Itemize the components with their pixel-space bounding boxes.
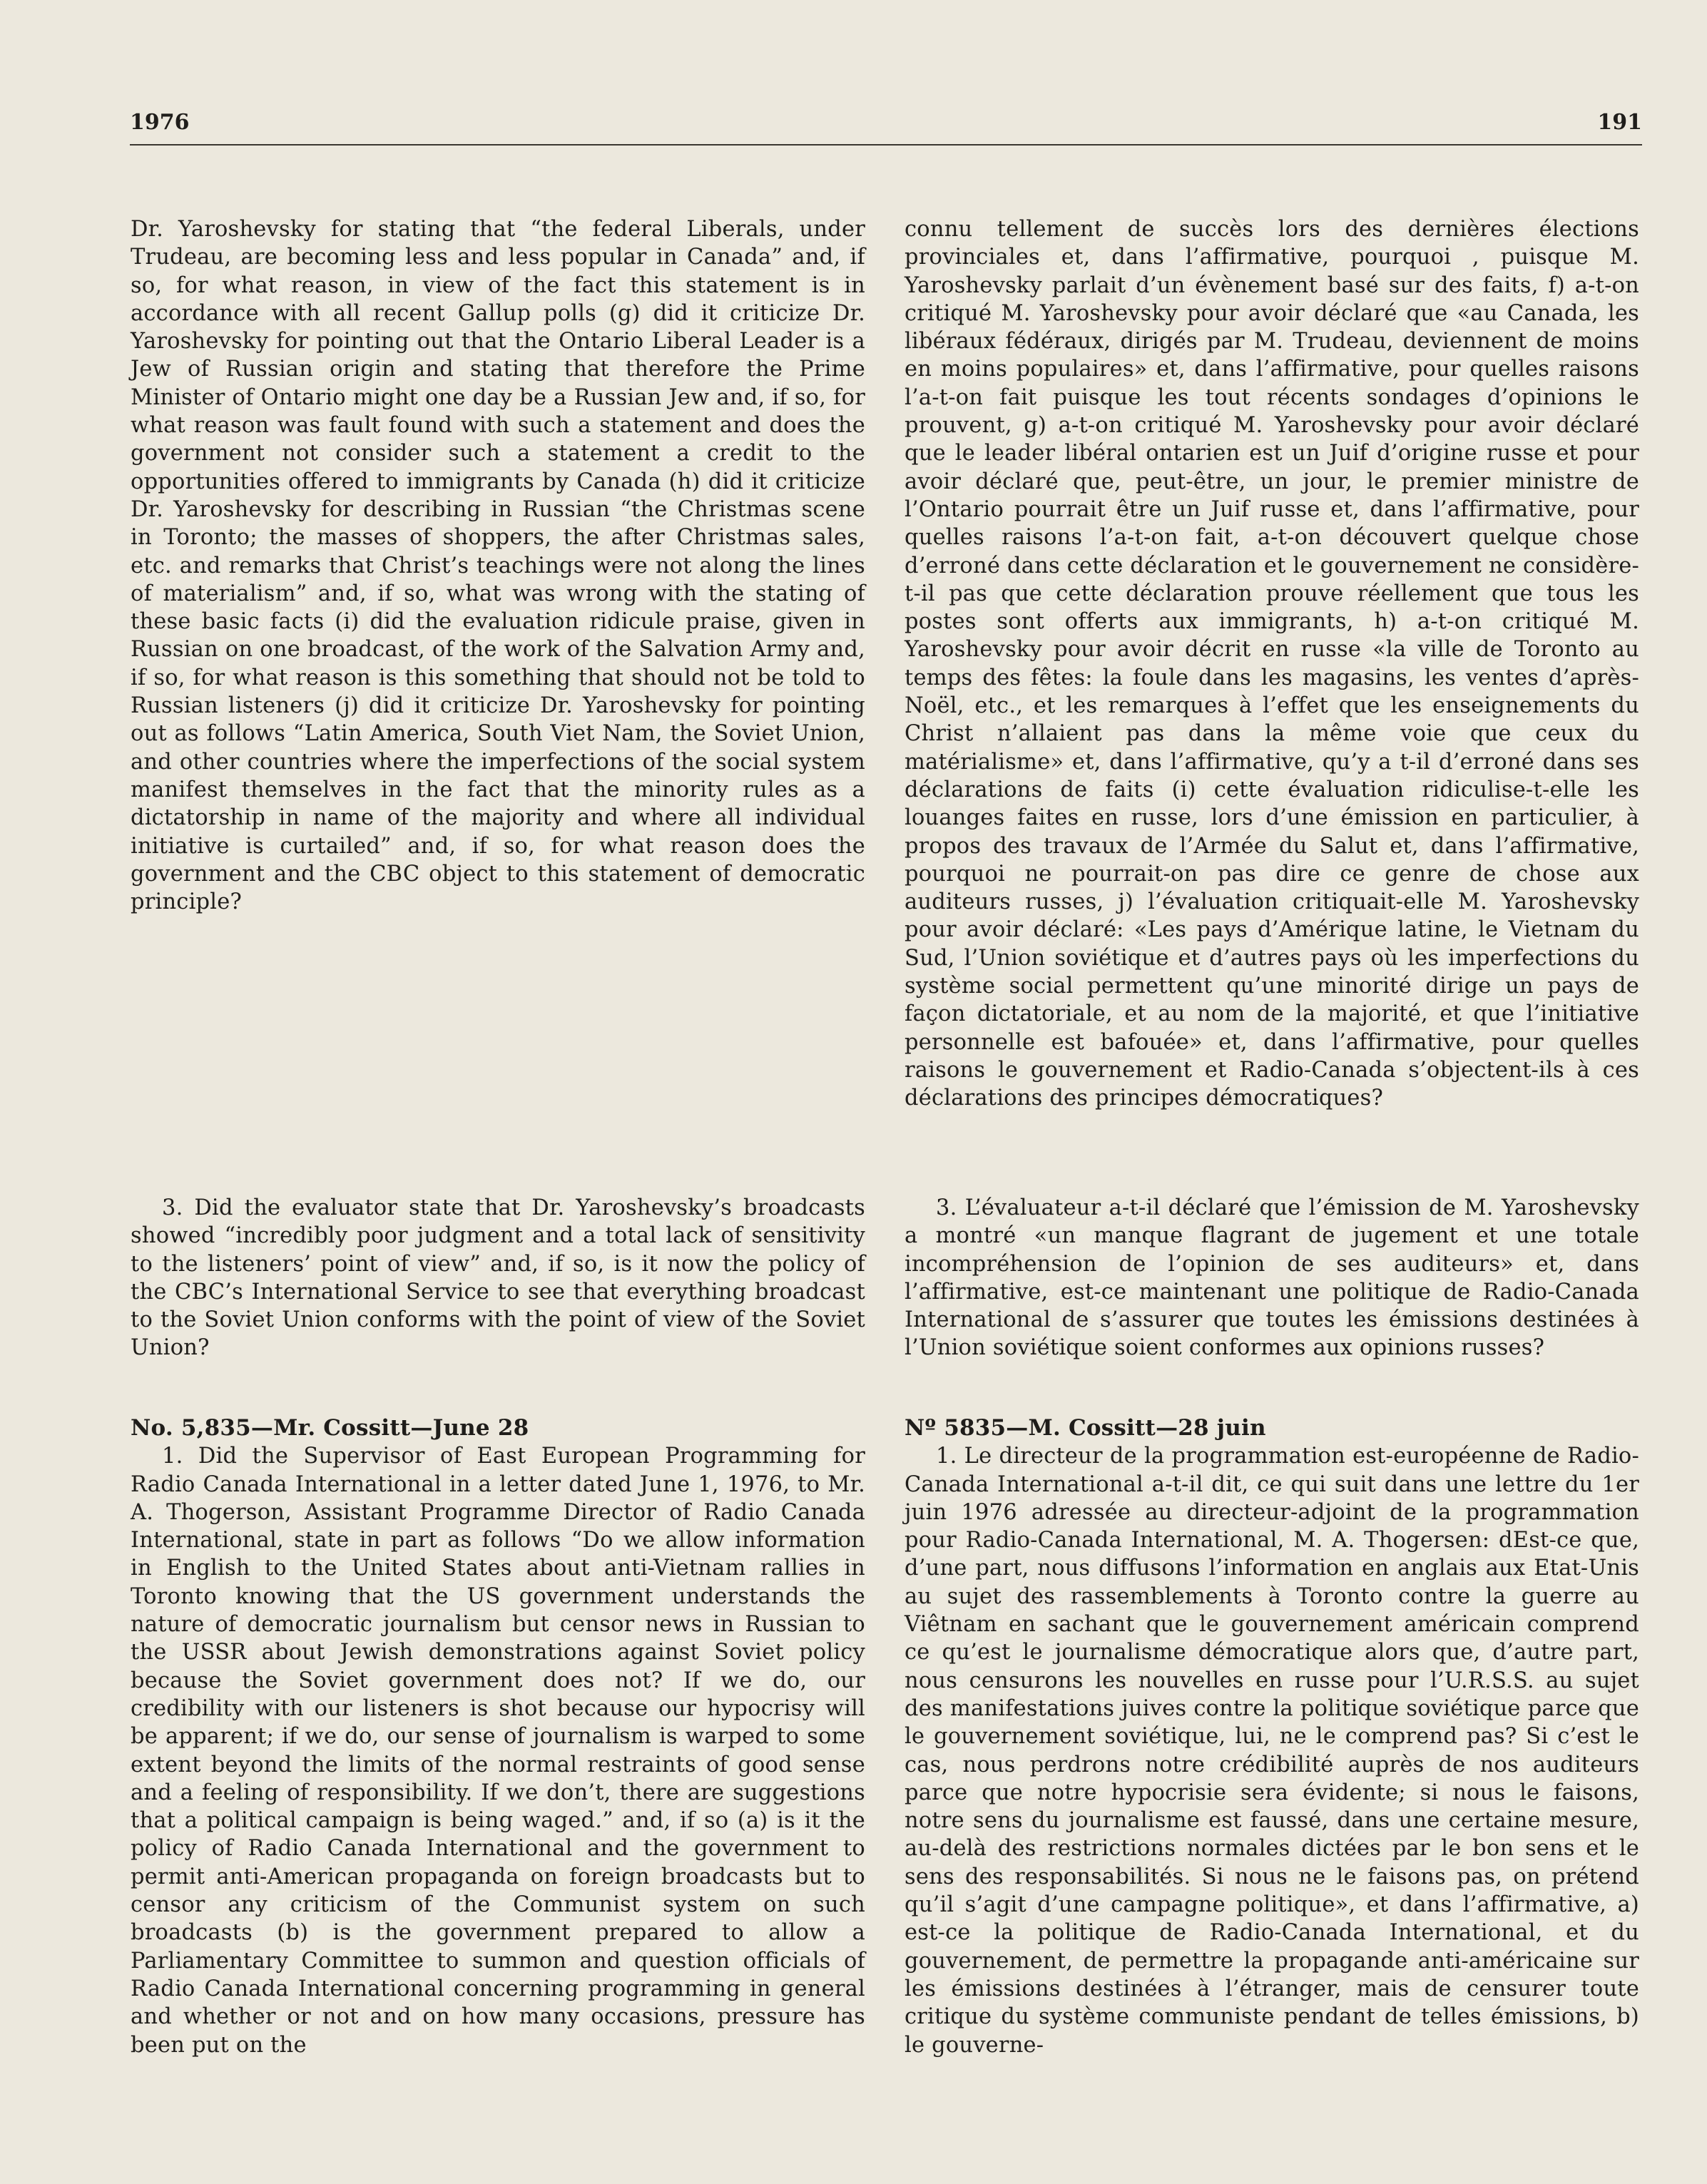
french-question-3-block <box>905 1194 1639 1362</box>
english-column <box>131 215 865 916</box>
french-question-5835-block <box>905 1414 1639 2059</box>
english-question-3-block <box>131 1194 865 1362</box>
french-column <box>905 215 1639 1113</box>
english-question-3: 3. Did the evaluator state that Dr. Yaroshevsky’s broadcasts showed “incredibly poor judgment and a total lack of sensitivity to the listeners’ point of view” and, if so, is it now the policy of the CBC’s International Service to see that everything broadcast to the Soviet Union conforms with the point of view of the Soviet Union? <box>131 1195 865 1361</box>
english-question-1: 1. Did the Supervisor of East European Programming for Radio Canada International in a letter dated June 1, 1976, to Mr. A. Thogerson, Assistant Programme Director of Radio Canada International, state in part as follows “Do we allow information in English to the United States about anti-Vietnam rallies in Toronto knowing that the US government understands the nature of democratic journalism but censor news in Russian to the USSR about Jewish demonstrations against Soviet policy because the Soviet government does not? If we do, our credibility with our listeners is shot because our hypocrisy will be apparent; if we do, our sense of journalism is warped to some extent beyond the limits of the normal restraints of good sense and a feeling of responsibility. If we don’t, there are suggestions that a political campaign is being waged.” and, if so (a) is it the policy of Radio Canada International and the government to permit anti-American propaganda on foreign broadcasts but to censor any criticism of the Communist system on such broadcasts (b) is the government prepared to allow a Parliamentary Committee to summon and question officials of Radio Canada International concerning programming in general and whether or not and on how many occasions, pressure has been put on the <box>131 1444 865 2058</box>
french-question-2-continued: connu tellement de succès lors des dernières élections provinciales et, dans l’affirmative, pourquoi , puisque M. Yaroshevsky parlait d’un évènement basé sur des faits, f) a-t-on critiqué M. Yaroshevsky pour avoir déclaré que «au Canada, les libéraux fédéraux, dirigés par M. Trudeau, deviennent de moins en moins populaires» et, dans l’affirmative, pour quelles raisons l’a-t-on fait puisque les tout récents sondages d’opinions le prouvent, g) a-t-on critiqué M. Yaroshevsky pour avoir déclaré que le leader libéral ontarien est un Juif d’origine russe et pour avoir déclaré que, peut-être, un jour, le premier ministre de l’Ontario pourrait être un Juif russe et, dans l’affirmative, pour quelles raisons l’a-t-on fait, a-t-on découvert quelque chose d’erroné dans cette déclaration et le gouvernement ne considère-t-il pas que cette déclaration prouve réellement que tous les postes sont offerts aux immigrants, h) a-t-on critiqué M. Yaroshevsky pour avoir décrit en russe «la ville de Toronto au temps des fêtes: la foule dans les magasins, les ventes d’après-Noël, etc., et les remarques à l’effet que les enseignements du Christ n’allaient pas dans la même voie que ceux du matérialisme» et, dans l’affirmative, qu’y a t-il d’erroné dans ses déclarations de faits (i) cette évaluation ridiculise-t-elle les louanges faites en russe, lors d’une émission en particulier, à propos des travaux de l’Armée du Salut et, dans l’affirmative, pourquoi ne pourrait-on pas dire ce genre de chose aux auditeurs russes, j) l’évaluation critiquait-elle M. Yaroshevsky pour avoir déclaré: «Les pays d’Amérique latine, le Vietnam du Sud, l’Union soviétique et d’autres pays où les imperfections du système social permettent qu’une minorité dirige un pays de façon dictatoriale, et au nom de la majorité, et que l’initiative personnelle est bafouée» et, dans l’affirmative, pour quelles raisons le gouvernement et Radio-Canada s’objectent-ils à ces déclarations des principes démocratiques? <box>905 217 1639 1111</box>
english-question-5835-block <box>131 1414 865 2059</box>
year-label: 1976 <box>130 110 190 135</box>
page-number: 191 <box>1597 110 1642 135</box>
english-question-heading: No. 5,835—Mr. Cossitt—June 28 <box>131 1415 529 1441</box>
page-header <box>130 107 1642 146</box>
french-question-heading: Nº 5835—M. Cossitt—28 juin <box>905 1415 1266 1441</box>
french-question-1: 1. Le directeur de la programmation est-européenne de Radio-Canada International a-t-il dit, ce qui suit dans une lettre du 1er juin 1976 adressée au directeur-adjoint de la programmation pour Radio-Canada International, M. A. Thogersen: dEst-ce que, d’une part, nous diffusons l’information en anglais aux Etat-Unis au sujet des rassemblements à Toronto contre la guerre au Viêtnam en sachant que le gouvernement américain comprend ce qu’est le journalisme démocratique alors que, d’autre part, nous censurons les nouvelles en russe pour l’U.R.S.S. au sujet des manifestations juives contre la politique soviétique parce que le gouvernement soviétique, lui, ne le comprend pas? Si c’est le cas, nous perdrons notre crédibilité auprès de nos auditeurs parce que notre hypocrisie sera évidente; si nous le faisons, notre sens du journalisme est faussé, dans une certaine mesure, au-delà des restrictions normales dictées par le bon sens et le sens des responsabilités. Si nous ne le faisons pas, on prétend qu’il s’agit d’une campagne politique», et dans l’affirmative, a) est-ce la politique de Radio-Canada International, et du gouvernement, de permettre la propagande anti-américaine sur les émissions destinées à l’étranger, mais de censurer toute critique du système communiste pendant de telles émissions, b) le gouverne- <box>905 1444 1639 2058</box>
english-question-2-continued: Dr. Yaroshevsky for stating that “the federal Liberals, under Trudeau, are becoming less and less popular in Canada” and, if so, for what reason, in view of the fact this statement is in accordance with all recent Gallup polls (g) did it criticize Dr. Yaroshevsky for pointing out that the Ontario Liberal Leader is a Jew of Russian origin and stating that therefore the Prime Minister of Ontario might one day be a Russian Jew and, if so, for what reason was fault found with such a statement and does the government not consider such a statement a credit to the opportunities offered to immigrants by Canada (h) did it criticize Dr. Yaroshevsky for describing in Russian “the Christmas scene in Toronto; the masses of shoppers, the after Christmas sales, etc. and remarks that Christ’s teachings were not along the lines of materialism” and, if so, what was wrong with the stating of these basic facts (i) did the evaluation ridicule praise, given in Russian on one broadcast, of the work of the Salvation Army and, if so, for what reason is this something that should not be told to Russian listeners (j) did it criticize Dr. Yaroshevsky for pointing out as follows “Latin America, South Viet Nam, the Soviet Union, and other countries where the imperfections of the social system manifest themselves in the fact that the minority rules as a dictatorship in name of the majority and where all individual initiative is curtailed” and, if so, for what reason does the government and the CBC object to this statement of democratic principle? <box>131 217 865 915</box>
french-question-3: 3. L’évaluateur a-t-il déclaré que l’émission de M. Yaroshevsky a montré «un manque flagrant de jugement et une totale incompréhension de l’opinion de ses auditeurs» et, dans l’affirmative, est-ce maintenant une politique de Radio-Canada International de s’assurer que toutes les émissions destinées à l’Union soviétique soient conformes aux opinions russes? <box>905 1195 1639 1361</box>
